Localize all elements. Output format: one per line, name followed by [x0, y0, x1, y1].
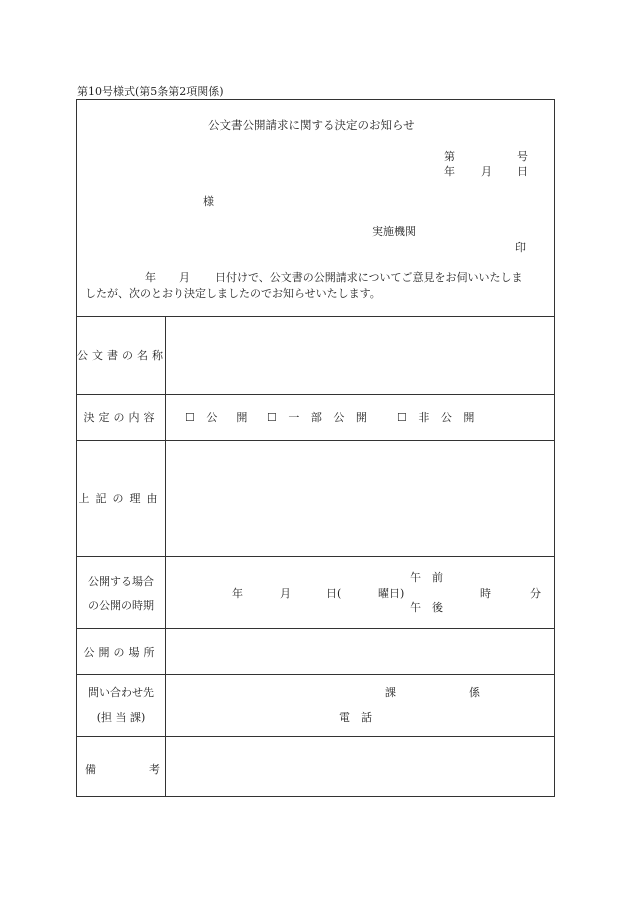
time-hi: 日(: [326, 587, 342, 600]
date-hi: 日: [517, 165, 528, 178]
time-gogo: 午 後: [410, 601, 443, 614]
implementing-agency: 実施機関: [372, 225, 416, 238]
divider: [77, 736, 554, 737]
intro-nen: 年: [145, 271, 156, 284]
disclosure-place-label: 公開の場所: [83, 646, 159, 659]
remarks-label-1: 備: [85, 763, 96, 776]
reason-label: 上記の理由: [78, 492, 164, 505]
contact-label-1: 問い合わせ先: [88, 686, 154, 699]
divider: [77, 628, 554, 629]
contact-kakari: 係: [469, 686, 480, 699]
contact-ka: 課: [385, 686, 396, 699]
date-tsuki: 月: [481, 165, 492, 178]
date-nen: 年: [444, 165, 455, 178]
divider: [77, 440, 554, 441]
option-full-disclosure[interactable]: ☐ 公 開: [185, 411, 252, 424]
divider: [77, 316, 554, 317]
time-fun: 分: [530, 587, 541, 600]
form-frame: [76, 99, 555, 797]
remarks-label-2: 考: [149, 763, 160, 776]
intro-line2: したが、次のとおり決定しましたのでお知らせいたします。: [85, 287, 381, 300]
form-title: 公文書公開請求に関する決定のお知らせ: [208, 118, 415, 132]
disclosure-time-label-1: 公開する場合: [88, 575, 154, 588]
decision-content-label: 決定の内容: [83, 411, 159, 424]
document-name-label: 公文書の名称: [77, 349, 167, 362]
divider: [77, 674, 554, 675]
form-number: 第10号様式(第5条第2項関係): [77, 85, 224, 98]
seal-mark: 印: [515, 241, 526, 254]
contact-tel: 電 話: [339, 711, 372, 724]
number-go: 号: [517, 150, 528, 163]
option-non-disclosure[interactable]: ☐ 非 公 開: [397, 411, 479, 424]
divider: [77, 556, 554, 557]
disclosure-time-label-2: の公開の時期: [88, 599, 154, 612]
time-youbi: 曜日): [378, 587, 405, 600]
intro-line1: 日付けで、公文書の公開請求についてご意見をお伺いいたしま: [215, 271, 523, 284]
time-ji: 時: [480, 587, 491, 600]
column-divider: [165, 316, 166, 796]
time-nen: 年: [232, 587, 243, 600]
addressee-sama: 様: [203, 195, 214, 208]
intro-tsuki: 月: [179, 271, 190, 284]
time-gozen: 午 前: [410, 571, 443, 584]
time-tsuki: 月: [280, 587, 291, 600]
divider: [77, 394, 554, 395]
option-partial-disclosure[interactable]: ☐ 一 部 公 開: [267, 411, 371, 424]
contact-label-2: (担 当 課): [96, 711, 146, 724]
number-dai: 第: [444, 150, 455, 163]
